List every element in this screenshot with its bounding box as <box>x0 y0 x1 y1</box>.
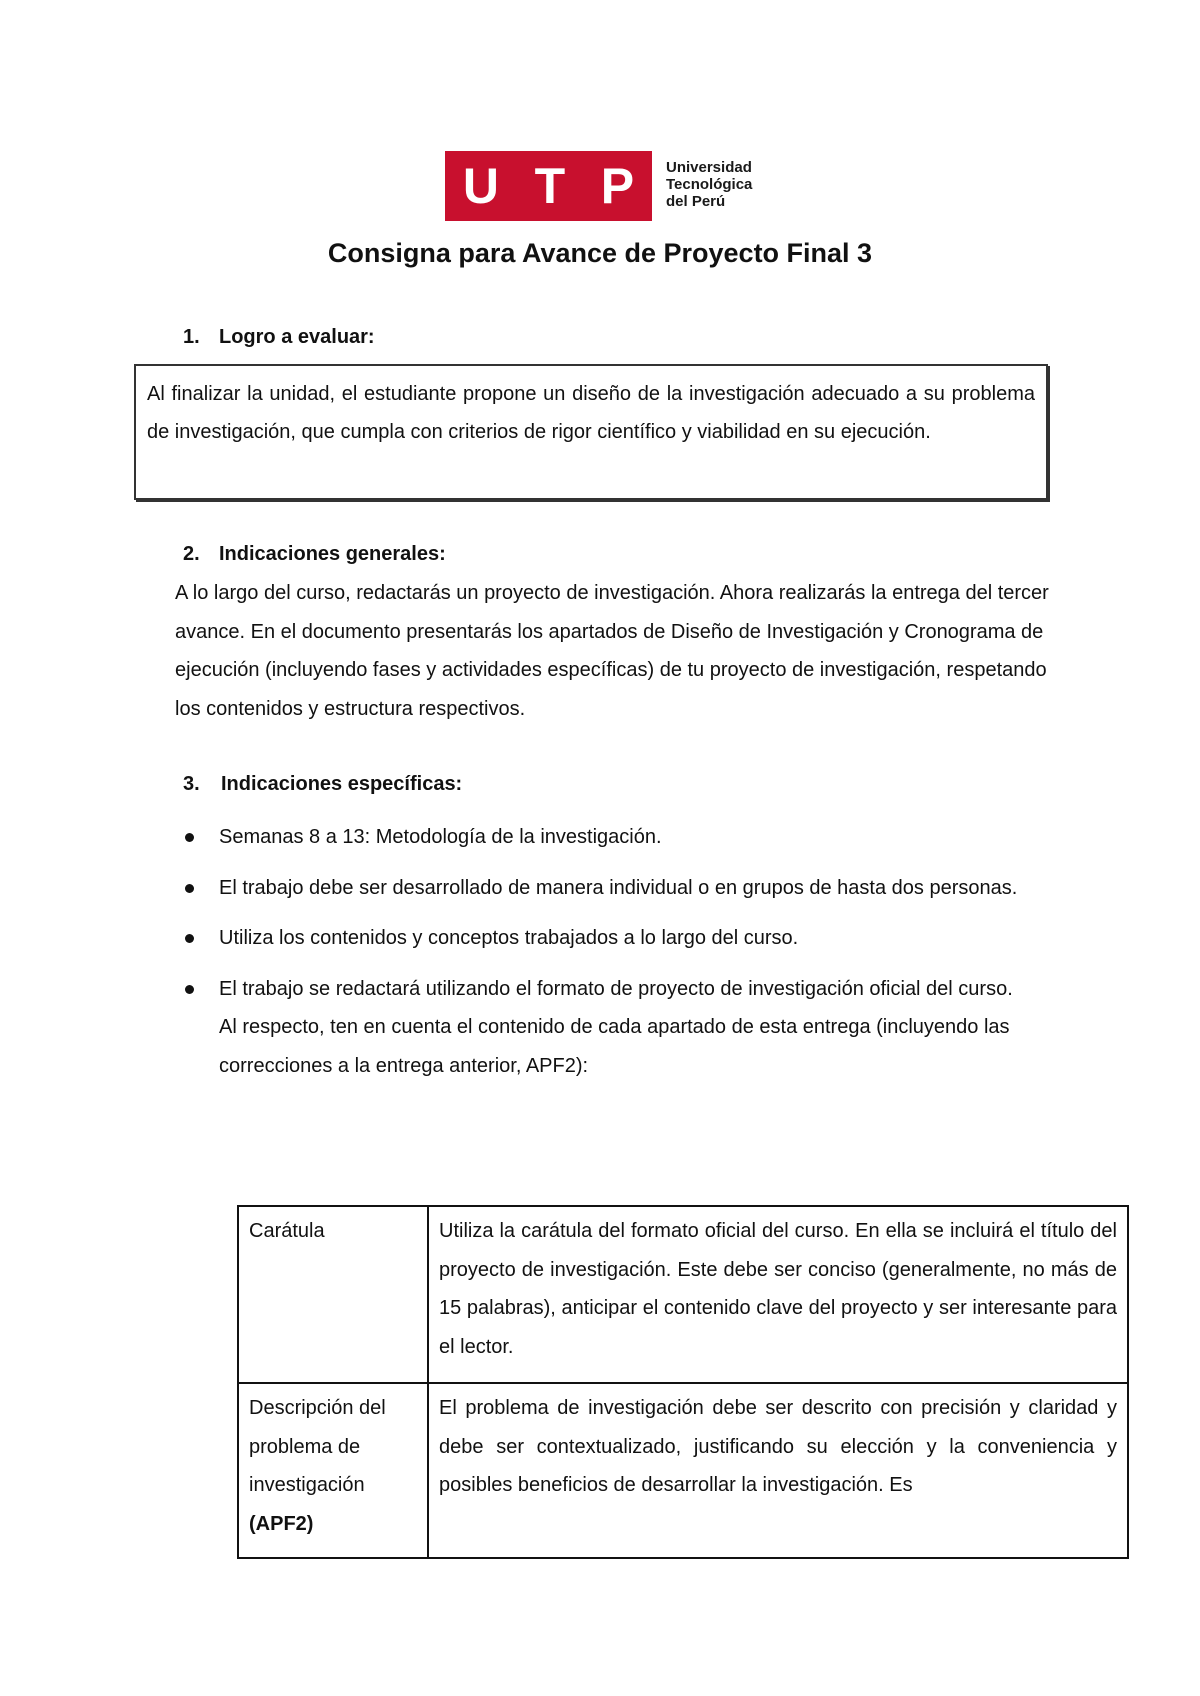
general-instructions-text: A lo largo del curso, redactarás un proyecto de investigación. Ahora realizarás la entrega del tercer avance. En el documento presentarás los apartados de Diseño de Investigación y Cronograma de ejecución (incluyendo fases y actividades específicas) de tu proyecto de investigación, respetando los contenidos y estructura respectivos. <box>175 582 1049 720</box>
utp-logo-mark <box>445 151 652 221</box>
list-item <box>175 970 1059 1086</box>
section-label: Descripción del problema de investigación <box>249 1397 386 1496</box>
section-3-heading <box>183 773 462 796</box>
list-item <box>175 869 1059 908</box>
list-item-text: Utiliza los contenidos y conceptos trabajados a lo largo del curso. <box>219 927 799 949</box>
section-label: Carátula <box>249 1220 325 1242</box>
learning-outcome-box: Al finalizar la unidad, el estudiante propone un diseño de la investigación adecuado a su problema de investigación, que cumpla con criterios de rigor científico y viabilidad en su ejecución. <box>134 364 1048 500</box>
section-number: 3. <box>183 773 200 795</box>
bullet-icon <box>185 934 194 943</box>
list-item-text: Semanas 8 a 13: Metodología de la investigación. <box>219 826 662 848</box>
table-cell-section <box>238 1206 428 1383</box>
deliverable-contents-table <box>237 1205 1129 1559</box>
table-cell-section <box>238 1383 428 1558</box>
list-item-note: Al respecto, ten en cuenta el contenido de cada apartado de esta entrega (incluyendo las correcciones a la entrega anterior, APF2): <box>219 1016 1010 1077</box>
university-name-line: Universidad <box>666 159 752 176</box>
table-cell-description: Utiliza la carátula del formato oficial del curso. En ella se incluirá el título del proyecto de investigación. Este debe ser conciso (generalmente, no más de 15 palabras), anticipar el contenido clave del proyecto y ser interesante para el lector. <box>428 1206 1128 1383</box>
university-name-line: Tecnológica <box>666 176 753 193</box>
table-cell-description: El problema de investigación debe ser descrito con precisión y claridad y debe ser contextualizado, justificando su elección y la conveniencia y posibles beneficios de desarrollar la investigación. Es <box>428 1383 1128 1558</box>
section-title: Logro a evaluar: <box>219 326 375 348</box>
list-item <box>175 919 1059 958</box>
section-number: 1. <box>183 326 200 348</box>
document-title: Consigna para Avance de Proyecto Final 3 <box>327 238 873 268</box>
section-label-suffix: (APF2) <box>249 1512 314 1535</box>
logo-letter-u: U <box>462 158 499 214</box>
section-1-heading <box>183 326 375 349</box>
section-title: Indicaciones generales: <box>219 543 446 565</box>
table-row <box>238 1206 1128 1383</box>
logo-letter-t: T <box>534 158 566 214</box>
list-item-text: El trabajo se redactará utilizando el formato de proyecto de investigación oficial del curso. <box>219 977 1013 1000</box>
bullet-icon <box>185 884 194 893</box>
section-2-heading <box>183 543 446 566</box>
utp-logo <box>445 151 752 221</box>
university-name <box>666 159 752 210</box>
bullet-icon <box>185 833 194 842</box>
specific-instructions-list <box>175 818 1059 1097</box>
list-item <box>175 818 1059 857</box>
bullet-icon <box>185 985 194 994</box>
section-title: Indicaciones específicas: <box>221 773 463 795</box>
list-item-text: El trabajo debe ser desarrollado de manera individual o en grupos de hasta dos personas. <box>219 876 1018 899</box>
university-name-line: del Perú <box>666 193 726 210</box>
section-number: 2. <box>183 543 200 565</box>
table-row <box>238 1383 1128 1558</box>
logo-letter-p: P <box>600 158 635 214</box>
